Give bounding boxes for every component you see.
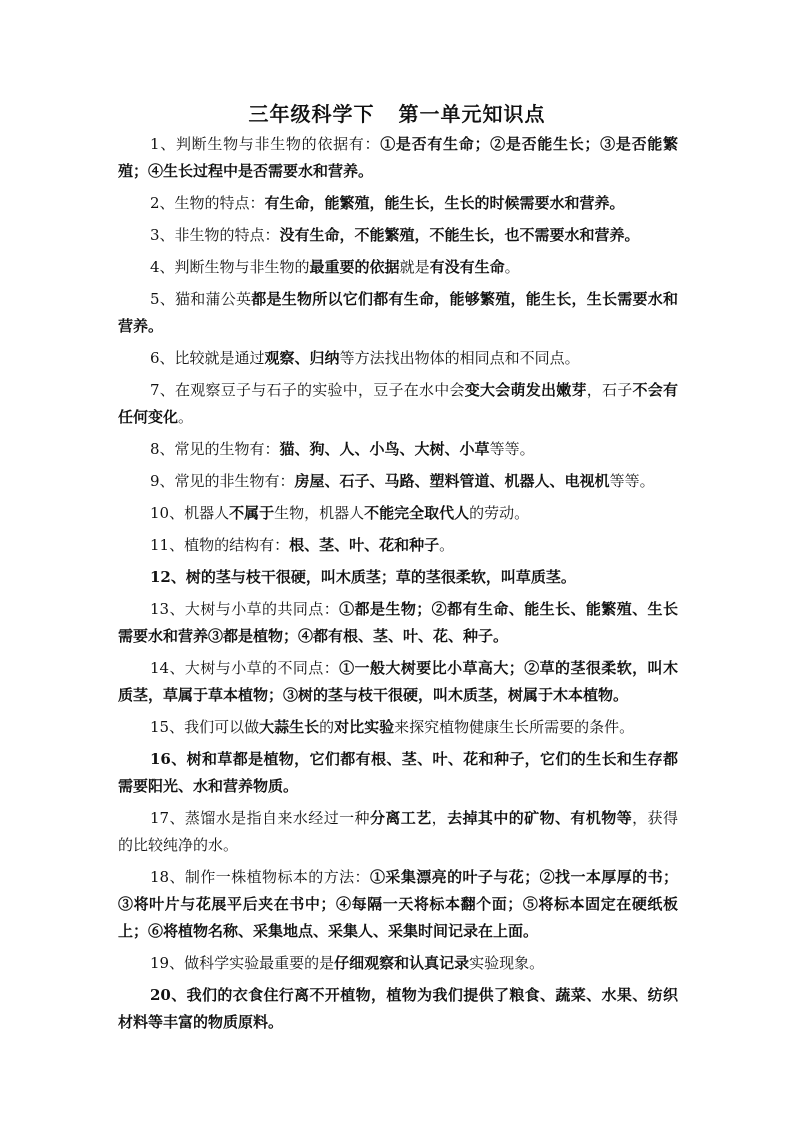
plain-text: 生物，机器人 — [274, 504, 365, 522]
emphasis-text: ①是否有生命；②是否能生长；③是否能繁殖；④生长过程中是否需要水和营养。 — [118, 135, 678, 180]
knowledge-point-16 — [118, 746, 678, 800]
knowledge-point-13 — [118, 596, 678, 650]
plain-text: 10、机器人 — [150, 504, 230, 522]
plain-text: 2、生物的特点： — [150, 194, 265, 212]
emphasis-text: 不能完全取代人 — [364, 504, 470, 522]
plain-text: 就是 — [399, 258, 430, 276]
plain-text: 的劳动。 — [469, 504, 530, 522]
emphasis-text: 仔细观察和认真记录 — [334, 954, 470, 972]
plain-text: 等方法找出物体的相同点和不同点。 — [339, 349, 580, 367]
knowledge-point-20 — [118, 982, 678, 1036]
plain-text: 17、蒸馏水是指自来水经过一种 — [150, 809, 370, 827]
plain-text: 实验现象。 — [469, 954, 545, 972]
knowledge-point-15 — [118, 714, 678, 741]
emphasis-text: 分离工艺 — [369, 809, 432, 827]
emphasis-text: ①都是生物；②都有生命、能生长、能繁殖、生长需要水和营养③都是植物；④都有根、茎、叶、花、种子。 — [118, 600, 678, 645]
knowledge-point-5 — [118, 286, 678, 340]
emphasis-text: 12、树的茎与枝干很硬，叫木质茎；草的茎很柔软，叫草质茎。 — [150, 568, 576, 586]
knowledge-point-2 — [118, 190, 678, 217]
plain-text: 。 — [178, 408, 194, 426]
emphasis-text: 16、树和草都是植物，它们都有根、茎、叶、花和种子，它们的生长和生存都需要阳光、水和营养物质。 — [118, 750, 678, 795]
knowledge-point-4 — [118, 254, 678, 281]
knowledge-point-1 — [118, 131, 678, 185]
plain-text: 8、常见的生物有： — [150, 440, 280, 458]
emphasis-text: 对比实验 — [334, 718, 395, 736]
plain-text: 13、大树与小草的共同点： — [150, 600, 340, 618]
plain-text: 7、在观察豆子与石子的实验中，豆子在水中会 — [150, 381, 465, 399]
plain-text: ， — [431, 809, 448, 827]
emphasis-text: ①一般大树要比小草高大；②草的茎很柔软，叫木质茎，草属于草本植物；③树的茎与枝干很硬，叫木质茎，树属于木本植物。 — [118, 659, 678, 704]
plain-text: 11、植物的结构有： — [150, 536, 290, 554]
plain-text: 6、比较就是通过 — [150, 349, 265, 367]
emphasis-text: 变大会萌发出嫩芽 — [464, 381, 587, 399]
knowledge-point-19 — [118, 950, 678, 977]
emphasis-text: 最重要的依据 — [309, 258, 400, 276]
plain-text: 5、猫和蒲公英 — [150, 290, 252, 308]
knowledge-point-11 — [118, 532, 678, 559]
plain-text: 等等。 — [489, 440, 535, 458]
knowledge-point-9 — [118, 468, 678, 495]
emphasis-text: 有生命，能繁殖，能生长，生长的时候需要水和营养。 — [264, 194, 625, 212]
title-sub: 第一单元知识点 — [398, 102, 546, 126]
plain-text: 来探究植物健康生长所需要的条件。 — [394, 718, 635, 736]
knowledge-point-list — [118, 131, 678, 1041]
emphasis-text: 不属于 — [229, 504, 275, 522]
knowledge-point-8 — [118, 436, 678, 463]
emphasis-text: 房屋、石子、马路、塑料管道、机器人、电视机 — [294, 472, 610, 490]
plain-text: 1、判断生物与非生物的依据有： — [150, 135, 381, 153]
page-title — [0, 98, 794, 127]
emphasis-text: 都是生物所以它们都有生命，能够繁殖，能生长，生长需要水和营养。 — [118, 290, 678, 335]
emphasis-text: 观察、归纳 — [264, 349, 340, 367]
emphasis-text: 根、茎、叶、花和种子 — [289, 536, 440, 554]
knowledge-point-18 — [118, 864, 678, 945]
plain-text: 。 — [439, 536, 455, 554]
knowledge-point-7 — [118, 377, 678, 431]
knowledge-point-6 — [118, 345, 678, 372]
plain-text: 19、做科学实验最重要的是 — [150, 954, 335, 972]
plain-text: ，获得的比较纯净的水。 — [118, 809, 678, 854]
knowledge-point-12 — [118, 564, 678, 591]
emphasis-text: ①采集漂亮的叶子与花；②找一本厚厚的书；③将叶片与花展平后夹在书中；④每隔一天将标本翻个面；⑤将标本固定在硬纸板上；⑥将植物名称、采集地点、采集人、采集时间记录在上面。 — [118, 868, 678, 940]
emphasis-text: 猫、狗、人、小鸟、大树、小草 — [279, 440, 490, 458]
emphasis-text: 有没有生命 — [429, 258, 505, 276]
knowledge-point-17 — [118, 805, 678, 859]
emphasis-text: 去掉其中的矿物、有机物等 — [447, 809, 633, 827]
plain-text: 4、判断生物与非生物的 — [150, 258, 310, 276]
emphasis-text: 不会有任何变化 — [118, 381, 678, 426]
plain-text: 9、常见的非生物有： — [150, 472, 295, 490]
plain-text: 14、大树与小草的不同点： — [150, 659, 340, 677]
plain-text: 等等。 — [609, 472, 655, 490]
emphasis-text: 20、我们的衣食住行离不开植物，植物为我们提供了粮食、蔬菜、水果、纺织材料等丰富的物质原料。 — [118, 986, 678, 1031]
knowledge-point-14 — [118, 655, 678, 709]
plain-text: ，石子 — [586, 381, 633, 399]
knowledge-point-10 — [118, 500, 678, 527]
plain-text: 。 — [504, 258, 520, 276]
plain-text: 15、我们可以做 — [150, 718, 260, 736]
title-main: 三年级科学下 — [248, 102, 375, 126]
plain-text: 的 — [319, 718, 335, 736]
emphasis-text: 没有生命，不能繁殖，不能生长，也不需要水和营养。 — [279, 226, 640, 244]
plain-text: 3、非生物的特点： — [150, 226, 280, 244]
plain-text: 18、制作一株植物标本的方法： — [150, 868, 370, 886]
emphasis-text: 大蒜生长 — [259, 718, 320, 736]
knowledge-point-3 — [118, 222, 678, 249]
